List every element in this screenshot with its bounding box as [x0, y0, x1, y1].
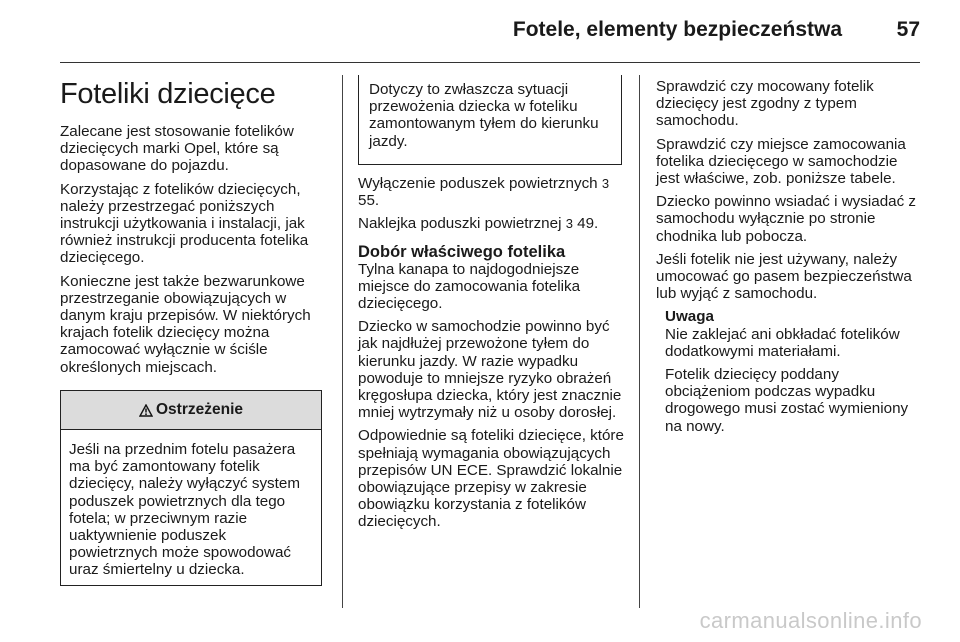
- section-title: Foteliki dziecięce: [60, 78, 276, 110]
- paragraph: Sprawdzić czy miejsce zamocowania fotelika dziecięcego w samochodzie jest właściwe, zob. poniższe tabele.: [656, 135, 906, 188]
- paragraph: Zalecane jest stosowanie fotelików dziecięcych marki Opel, które są dopasowane do pojazdu.: [60, 123, 294, 175]
- column-divider-1: [342, 75, 343, 608]
- paragraph: Sprawdzić czy mocowany fotelik dziecięcy jest zgodny z typem samochodu.: [656, 78, 874, 130]
- page-header: [0, 0, 960, 60]
- note-box: [358, 75, 622, 165]
- page-reference-icon: 3: [565, 216, 573, 232]
- warning-header: [61, 391, 321, 430]
- column-divider-2: [639, 75, 640, 608]
- warning-triangle-icon: [139, 404, 153, 417]
- warning-box: [60, 390, 322, 586]
- paragraph: Korzystając z fotelików dziecięcych, należy przestrzegać poniższych instrukcji użytkowania i instalacji, jak również instrukcji producenta fotelika dziecięcego.: [60, 180, 309, 267]
- caution-text: Fotelik dziecięcy poddany obciążeniom podczas wypadku drogowego musi zostać wymieniony na nowy.: [665, 366, 909, 435]
- paragraph: Jeśli fotelik nie jest używany, należy umocować go pasem bezpieczeństwa lub wyjąć z samochodu.: [656, 250, 912, 303]
- warning-title: Ostrzeżenie: [155, 401, 243, 418]
- caution-text: Nie zaklejać ani obkładać fotelików dodatkowymi materiałami.: [665, 325, 900, 360]
- paragraph: Dziecko powinno wsiadać i wysiadać z samochodu wyłącznie po stronie chodnika lub pobocza.: [656, 193, 916, 245]
- paragraph: Konieczne jest także bezwarunkowe przestrzeganie obowiązujących w danym kraju przepisów. W niektórych krajach fotelik dziecięcy można zamocować wyłącznie w ściśle określonych miejscach.: [60, 272, 311, 376]
- header-title: Fotele, elementy bezpieczeństwa: [512, 18, 842, 41]
- header-divider: [60, 62, 920, 63]
- paragraph: Odpowiednie są foteliki dziecięce, które spełniają wymagania obowiązujących przepisów UN ECE. Sprawdzić lokalnie obowiązujące przepisy w zakresie obowiązku korzystania z fotelików dziecięcych.: [358, 427, 624, 531]
- page-number: 57: [896, 18, 920, 41]
- column-3: [656, 78, 924, 441]
- paragraph: Dziecko w samochodzie powinno być jak najdłużej przewożone tyłem do kierunku jazdy. W razie wypadku powoduje to mniejsze ryzyko obrażeń kręgosłupa dziecka, który jest znacznie mniej wytrzymały niż u osoby dorosłej.: [358, 318, 622, 422]
- caution-title: Uwaga: [665, 308, 714, 326]
- warning-text: Jeśli na przednim fotelu pasażera ma być zamontowany fotelik dziecięcy, należy wyłączyć system poduszek powietrznych dla tego fotela; w przeciwnym razie uaktywnienie poduszek powietrznych może spowodować uraz śmiertelny u dziecka.: [69, 441, 300, 579]
- subheading: Dobór właściwego fotelika: [358, 242, 566, 261]
- column-2: [358, 175, 628, 537]
- note-text: Dotyczy to zwłaszcza sytuacji przewożenia dziecka w foteliku zamontowanym tyłem do kierunku jazdy.: [369, 81, 599, 150]
- paragraph: Tylna kanapa to najdogodniejsze miejsce do zamocowania fotelika dziecięcego.: [358, 260, 581, 313]
- cross-reference-airbag-label: Naklejka poduszki powietrznej 3 49.: [358, 215, 599, 233]
- cross-reference-airbag-deactivation: Wyłączenie poduszek powietrznych 3 55.: [358, 175, 610, 210]
- watermark: carmanualsonline.info: [699, 608, 922, 633]
- column-1: [60, 123, 325, 382]
- page-reference-icon: 3: [601, 176, 610, 191]
- caution-note: [656, 308, 924, 434]
